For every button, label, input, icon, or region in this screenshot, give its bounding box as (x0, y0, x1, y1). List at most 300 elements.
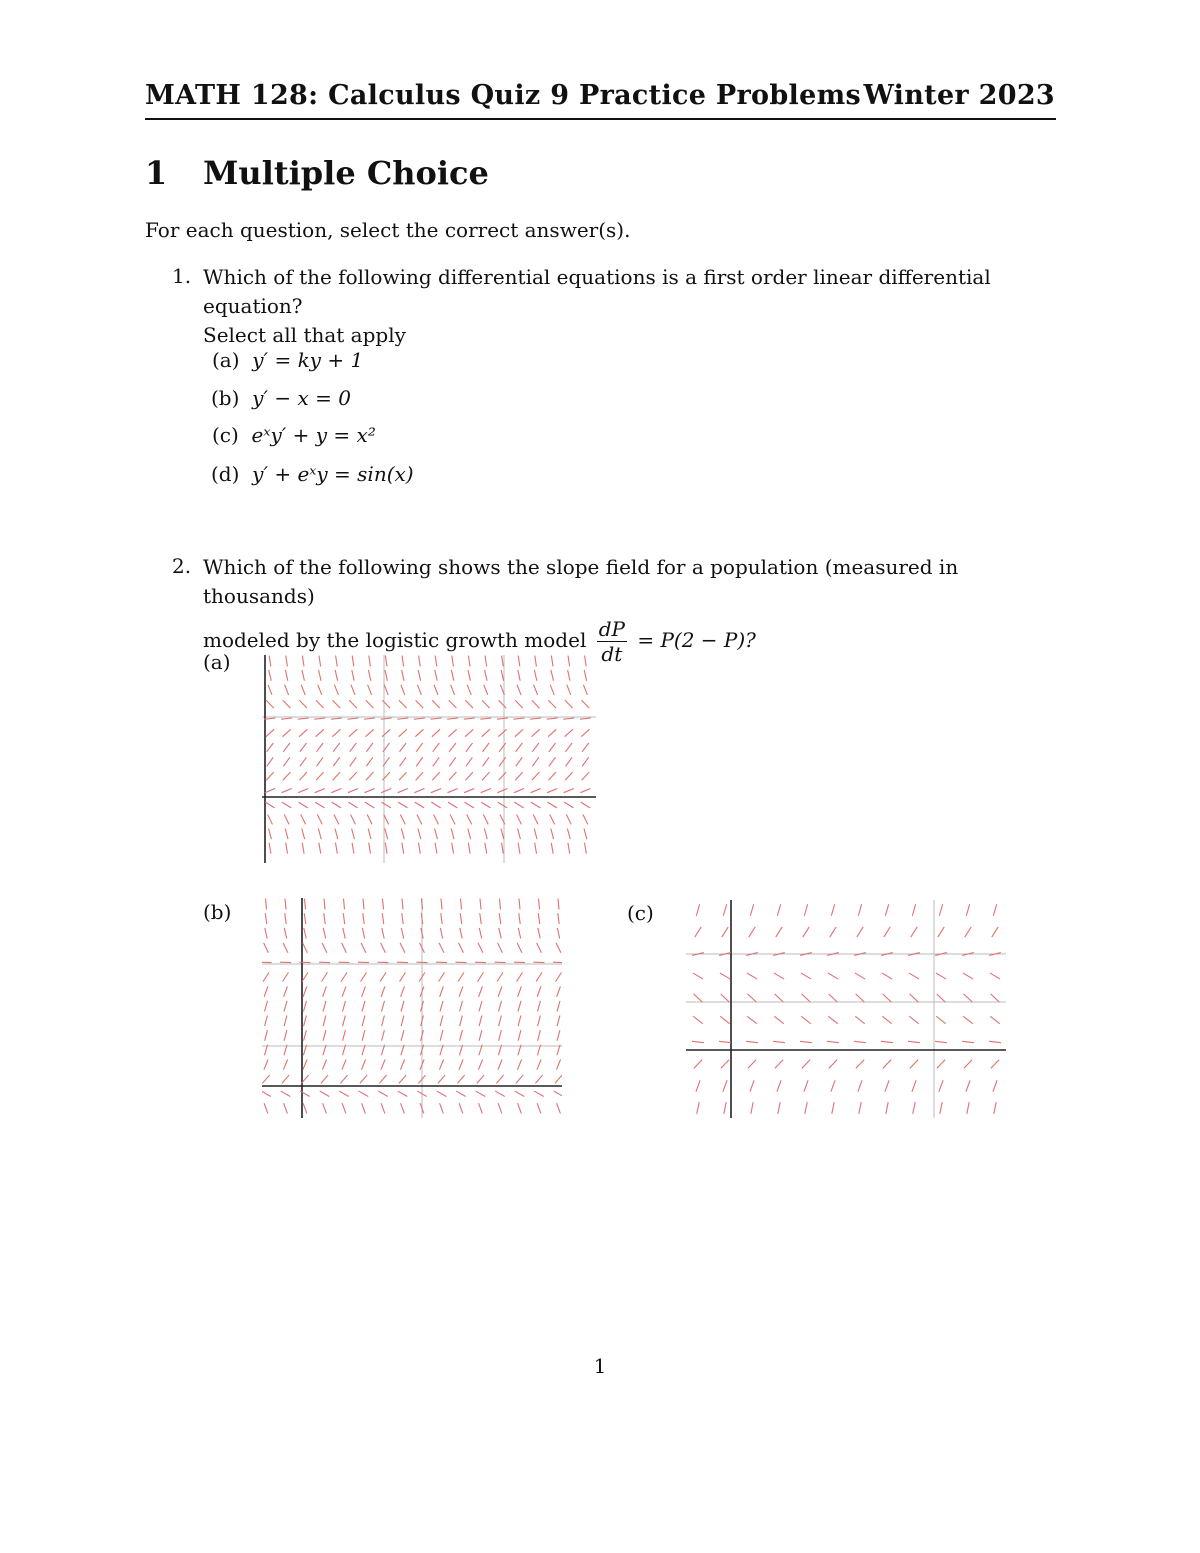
slope-segment (303, 986, 307, 996)
slope-segment (416, 772, 423, 780)
slope-segment (535, 843, 537, 854)
slope-segment (416, 757, 422, 766)
slope-segment (501, 828, 504, 839)
slope-segment (302, 843, 304, 854)
slope-segment (385, 828, 388, 839)
slope-segment (696, 904, 699, 916)
slope-segment (564, 789, 574, 793)
slope-segment (536, 972, 542, 981)
slope-segment (535, 656, 537, 667)
slope-segment (384, 685, 388, 695)
slope-segment (336, 656, 338, 667)
slope-segment (284, 1001, 287, 1012)
slope-segment (342, 1001, 345, 1012)
slope-segment (439, 972, 445, 981)
slope-segment (317, 814, 322, 824)
slope-segment (464, 789, 474, 793)
slope-segment (479, 1001, 482, 1012)
slope-segment (264, 1060, 268, 1070)
slope-segment (584, 843, 586, 854)
slope-segment (431, 802, 440, 808)
slope-segment (800, 1041, 812, 1042)
slope-segment (551, 670, 553, 681)
slope-segment (368, 685, 372, 695)
slope-segment (777, 1080, 781, 1091)
slope-segment (518, 1103, 522, 1113)
question-1-number: 1. (172, 264, 192, 288)
slope-segment (550, 814, 555, 824)
slope-segment (415, 802, 424, 808)
slope-segment (414, 789, 424, 793)
slope-segment (343, 1015, 346, 1026)
slope-segment (464, 718, 475, 719)
q1-option-b-label: (b) (211, 386, 240, 410)
slope-segment (580, 718, 591, 719)
slope-segment (265, 718, 276, 719)
slope-segment (449, 729, 457, 736)
slope-segment (963, 973, 973, 979)
slope-segment (316, 700, 324, 708)
slope-segment (434, 814, 439, 824)
slope-segment (362, 1001, 365, 1012)
slope-segment (432, 729, 440, 736)
slope-segment (537, 943, 542, 953)
slope-segment (465, 729, 473, 736)
slope-segment (584, 828, 587, 839)
slope-segment (299, 772, 306, 780)
slope-segment (369, 656, 371, 667)
slope-segment (468, 828, 471, 839)
slope-segment (265, 913, 266, 924)
slope-segment (856, 1060, 864, 1069)
slope-segment (584, 670, 586, 681)
slope-segment (532, 729, 540, 736)
slope-segment (537, 1103, 541, 1113)
slope-segment (316, 743, 323, 752)
running-header-title: MATH 128: Calculus Quiz 9 Practice Problems (145, 80, 861, 111)
slope-segment (533, 814, 538, 824)
slope-segment (478, 972, 484, 981)
slope-segment (414, 718, 425, 719)
slope-segment (514, 802, 523, 808)
slope-segment (440, 986, 444, 996)
slope-segment (460, 1030, 463, 1041)
slope-segment (719, 1041, 731, 1042)
slope-segment (339, 1091, 349, 1096)
slope-segment (548, 802, 557, 808)
slope-segment (399, 1075, 406, 1083)
slope-segment (283, 729, 291, 736)
slope-segment (266, 772, 273, 780)
slope-segment (324, 899, 325, 910)
slope-segment (831, 1080, 835, 1091)
slope-segment (936, 973, 946, 979)
slope-segment (362, 928, 364, 939)
slope-segment (501, 670, 503, 681)
slope-segment (881, 1041, 893, 1042)
slope-segment (697, 1102, 699, 1114)
slope-segment (378, 1091, 388, 1096)
slope-segment (304, 1030, 307, 1041)
slope-segment (448, 802, 457, 808)
slope-segment (300, 757, 306, 766)
slope-segment (318, 685, 322, 695)
slope-segment (269, 656, 271, 667)
slope-segment (751, 1102, 753, 1114)
slope-segment (937, 1060, 945, 1069)
slope-segment (568, 670, 570, 681)
slope-segment (855, 1016, 864, 1023)
slope-segment (499, 743, 506, 752)
slope-segment (286, 843, 288, 854)
slope-segment (518, 656, 520, 667)
plot-c-label[interactable]: (c) (627, 901, 654, 925)
slope-segment (382, 802, 391, 808)
slope-segment (990, 1016, 999, 1023)
slope-segment (774, 1016, 783, 1023)
slope-segment (992, 927, 998, 937)
slope-segment (466, 757, 472, 766)
slope-segment (435, 656, 437, 667)
slope-segment (538, 899, 539, 910)
slope-segment (439, 943, 444, 953)
slope-segment (351, 685, 355, 695)
slope-segment (991, 1060, 999, 1069)
slope-segment (352, 828, 355, 839)
slope-segment (556, 972, 562, 981)
slope-segment (449, 700, 457, 708)
slope-segment (397, 718, 408, 719)
slope-segment (440, 1030, 443, 1041)
slope-segment (335, 843, 337, 854)
slope-field-plot-a[interactable] (262, 655, 596, 863)
slope-segment (432, 772, 439, 780)
q1-option-a-label: (a) (212, 348, 240, 372)
slope-segment (565, 700, 573, 708)
slope-segment (418, 670, 420, 681)
slope-segment (361, 972, 367, 981)
slope-segment (963, 1016, 972, 1023)
slope-segment (448, 789, 458, 793)
slope-segment (802, 994, 811, 1002)
question-1-line-1: Which of the following differential equations is a first order linear differential equation? (203, 265, 991, 318)
slope-segment (534, 670, 536, 681)
slope-segment (485, 670, 487, 681)
slope-segment (349, 772, 356, 780)
slope-segment (859, 1102, 861, 1114)
slope-segment (398, 1091, 408, 1096)
slope-segment (450, 814, 455, 824)
slope-segment (332, 729, 340, 736)
slope-segment (747, 1016, 756, 1023)
slope-segment (910, 1060, 918, 1069)
slope-segment (351, 814, 356, 824)
slope-segment (366, 729, 374, 736)
slope-segment (284, 928, 286, 939)
slope-segment (720, 973, 730, 979)
slope-segment (266, 729, 274, 736)
slope-segment (385, 670, 387, 681)
slope-segment (431, 718, 442, 719)
slope-segment (581, 729, 589, 736)
slope-segment (480, 718, 491, 719)
q1-option-c[interactable] (212, 423, 376, 447)
slope-segment (936, 1016, 945, 1023)
slope-segment (362, 986, 366, 996)
slope-segment (828, 1016, 837, 1023)
slope-segment (693, 1016, 702, 1023)
slope-segment (416, 700, 424, 708)
slope-segment (267, 743, 274, 752)
slope-segment (747, 973, 757, 979)
slope-segment (499, 1030, 502, 1041)
slope-segment (435, 828, 438, 839)
slope-segment (534, 828, 537, 839)
slope-segment (441, 913, 442, 924)
slope-segment (551, 656, 553, 667)
q1-option-d[interactable] (211, 462, 414, 486)
slope-segment (805, 1102, 807, 1114)
slope-segment (318, 828, 321, 839)
slope-segment (269, 843, 271, 854)
slope-segment (556, 1060, 560, 1070)
slope-segment (484, 685, 488, 695)
slope-segment (315, 802, 324, 808)
slope-segment (343, 928, 345, 939)
slope-segment (550, 685, 554, 695)
slope-segment (774, 973, 784, 979)
slope-segment (385, 843, 387, 854)
slope-segment (556, 943, 561, 953)
slope-segment (449, 757, 455, 766)
slope-segment (558, 913, 559, 924)
slope-segment (548, 700, 556, 708)
slope-segment (964, 1060, 972, 1069)
slope-segment (457, 1075, 464, 1083)
slope-segment (342, 1060, 346, 1070)
slope-segment (478, 943, 483, 953)
slope-segment (362, 1030, 365, 1041)
slope-segment (557, 1030, 560, 1041)
question-1-line-2: Select all that apply (203, 323, 406, 347)
slope-segment (434, 685, 438, 695)
slope-segment (401, 828, 404, 839)
question-2-line-2-pre: modeled by the logistic growth model (203, 628, 587, 652)
slope-segment (366, 757, 372, 766)
slope-segment (335, 828, 338, 839)
slope-segment (399, 743, 406, 752)
slope-segment (299, 729, 307, 736)
slope-segment (557, 1001, 560, 1012)
slope-segment (350, 757, 356, 766)
slope-segment (352, 843, 354, 854)
slope-segment (322, 943, 327, 953)
slope-segment (316, 772, 323, 780)
slope-segment (484, 828, 487, 839)
slope-segment (320, 1091, 330, 1096)
slope-segment (882, 973, 892, 979)
slope-segment (883, 1060, 891, 1069)
slope-segment (694, 994, 703, 1002)
slope-segment (350, 743, 357, 752)
slope-segment (382, 913, 383, 924)
slope-segment (537, 1001, 540, 1012)
slope-segment (858, 1080, 862, 1091)
slope-segment (302, 972, 308, 981)
slope-segment (359, 1091, 369, 1096)
slope-segment (557, 928, 559, 939)
slope-segment (267, 757, 273, 766)
q1-option-a[interactable] (212, 348, 363, 372)
slope-segment (332, 802, 341, 808)
slope-segment (554, 1091, 562, 1096)
slope-segment (485, 656, 487, 667)
slope-segment (964, 994, 973, 1002)
slope-segment (265, 928, 267, 939)
slope-segment (884, 927, 890, 937)
slope-segment (460, 1015, 463, 1026)
slope-segment (912, 1080, 916, 1091)
slope-field-plot-c[interactable] (686, 900, 1006, 1118)
slope-segment (531, 789, 541, 793)
slope-field-plot-b[interactable] (262, 898, 562, 1118)
slope-segment (967, 1102, 969, 1114)
slope-segment (340, 1075, 347, 1083)
slope-segment (909, 1016, 918, 1023)
slope-segment (516, 1075, 523, 1083)
slope-segment (304, 899, 305, 910)
slope-segment (482, 700, 490, 708)
slope-segment (912, 904, 915, 916)
q1-option-c-label: (c) (212, 423, 239, 447)
slope-segment (415, 729, 423, 736)
slope-segment (748, 1060, 756, 1069)
slope-segment (537, 1060, 541, 1070)
slope-segment (381, 1103, 385, 1113)
slope-segment (565, 729, 573, 736)
slope-segment (568, 656, 570, 667)
slope-segment (342, 986, 346, 996)
slope-segment (551, 843, 553, 854)
slope-segment (449, 743, 456, 752)
slope-segment (381, 718, 392, 719)
slope-segment (333, 743, 340, 752)
slope-segment (334, 814, 339, 824)
slope-segment (723, 1080, 727, 1091)
slope-segment (518, 670, 520, 681)
slope-segment (381, 789, 391, 793)
slope-segment (459, 986, 463, 996)
slope-segment (364, 718, 375, 719)
slope-segment (352, 656, 354, 667)
slope-segment (440, 1001, 443, 1012)
slope-segment (314, 718, 325, 719)
q1-option-d-equation: y′ + eˣy = sin(x) (252, 462, 414, 486)
slope-segment (518, 986, 522, 996)
slope-segment (532, 743, 539, 752)
slope-segment (283, 743, 290, 752)
slope-segment (939, 904, 942, 916)
slope-segment (417, 685, 421, 695)
plot-b-label[interactable]: (b) (203, 900, 232, 924)
slope-segment (452, 656, 454, 667)
slope-segment (549, 757, 555, 766)
q1-option-b[interactable] (211, 386, 351, 410)
slope-segment (331, 718, 342, 719)
slope-segment (342, 943, 347, 953)
slope-segment (381, 1060, 385, 1070)
slope-segment (284, 814, 289, 824)
slope-segment (303, 943, 308, 953)
slope-segment (459, 1060, 463, 1070)
slope-segment (990, 973, 1000, 979)
slope-segment (582, 700, 590, 708)
plot-a-label[interactable]: (a) (203, 650, 231, 674)
slope-segment (477, 1075, 484, 1083)
slope-segment (301, 685, 305, 695)
slope-segment (937, 994, 946, 1002)
slope-segment (319, 670, 321, 681)
page-number: 1 (593, 1354, 607, 1378)
slope-segment (516, 757, 522, 766)
slope-segment (499, 928, 501, 939)
slope-segment (447, 718, 458, 719)
slope-segment (497, 789, 507, 793)
slope-segment (401, 986, 405, 996)
slope-segment (775, 994, 784, 1002)
slope-segment (323, 1001, 326, 1012)
slope-segment (269, 670, 271, 681)
slope-segment (335, 670, 337, 681)
slope-segment (966, 904, 969, 916)
slope-segment (518, 1030, 521, 1041)
slope-segment (548, 729, 556, 736)
slope-segment (908, 1041, 920, 1042)
slope-segment (693, 973, 703, 979)
slope-segment (265, 899, 266, 910)
q1-option-a-equation: y′ = ky + 1 (252, 348, 364, 372)
slope-segment (773, 1041, 785, 1042)
slope-segment (568, 843, 570, 854)
slope-segment (803, 927, 809, 937)
slope-segment (557, 1103, 561, 1113)
slope-segment (323, 1103, 327, 1113)
header-rule (145, 118, 1056, 120)
slope-segment (341, 972, 347, 981)
slope-segment (514, 718, 525, 719)
slope-segment (498, 943, 503, 953)
slope-segment (459, 943, 464, 953)
slope-segment (440, 1103, 444, 1113)
slope-segment (909, 973, 919, 979)
slope-segment (382, 899, 383, 910)
slope-segment (262, 1091, 271, 1096)
slope-segment (828, 973, 838, 979)
slope-segment (502, 656, 504, 667)
slope-segment (538, 913, 539, 924)
slope-segment (281, 718, 292, 719)
slope-segment (515, 772, 522, 780)
slope-segment (283, 1060, 287, 1070)
slope-segment (538, 1015, 541, 1026)
slope-segment (315, 789, 325, 793)
slope-segment (581, 802, 590, 808)
slope-segment (322, 972, 328, 981)
slope-segment (343, 899, 344, 910)
slope-segment (459, 1103, 463, 1113)
slope-segment (538, 928, 540, 939)
slope-segment (547, 789, 557, 793)
